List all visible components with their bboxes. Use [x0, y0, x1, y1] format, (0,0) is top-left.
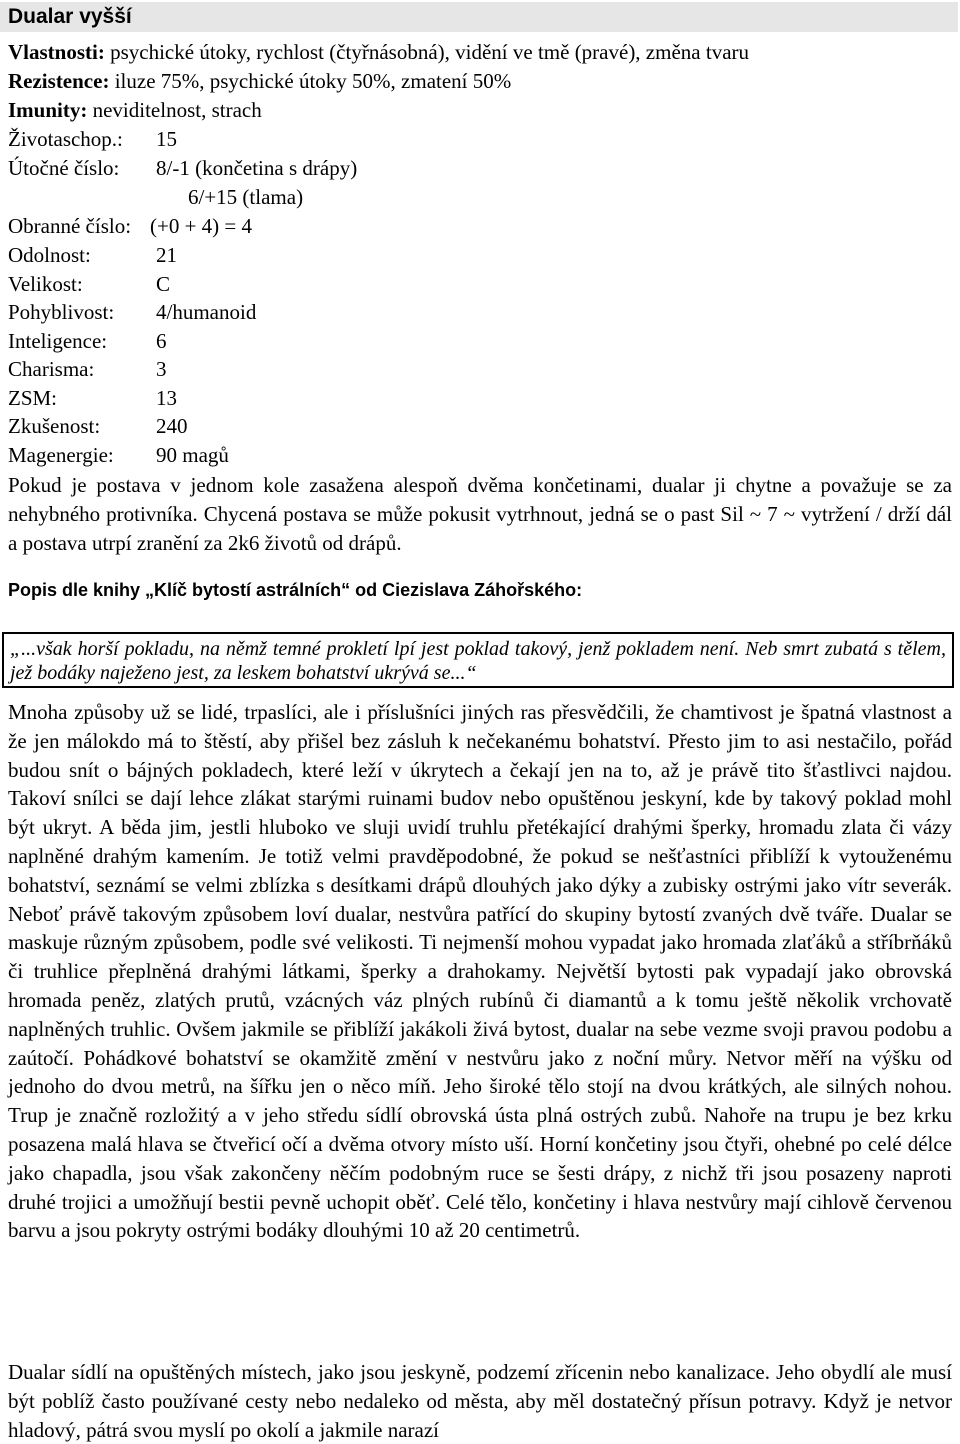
- velikost-value: C: [156, 272, 171, 296]
- obranne-cislo-label: Obranné číslo:: [8, 214, 132, 238]
- book-heading: Popis dle knihy „Klíč bytostí astrálních“ od Ciezislava Záhořského:: [8, 580, 583, 600]
- zkusenost-label: Zkušenost:: [8, 414, 101, 438]
- rezistence-row: [8, 69, 511, 94]
- rezistence-value: iluze 75%, psychické útoky 50%, zmatení 50%: [114, 69, 512, 93]
- rules-paragraph: Pokud je postava v jednom kole zasažena alespoň dvěma končetinami, dualar ji chytne a považuje se za nehybného protivníka. Chycená postava se může pokusit vytrhnout, jedná se o past Sil ~ 7 ~ vytržení / drží dál a postava utrpí zranění za 2k6 životů od drápů.: [8, 473, 952, 555]
- charisma-label: Charisma:: [8, 357, 95, 381]
- odolnost-value: 21: [156, 243, 177, 267]
- description-paragraph-2: Dualar sídlí na opuštěných místech, jako jsou jeskyně, podzemí zřícenin nebo kanalizace. Jeho obydlí ale musí být poblíž často používané cesty nebo nedaleko od města, aby měl dostatečný přísun potravy. Když je netvor hladový, pátrá svou myslí po okolí a jakmile narazí: [8, 1360, 952, 1442]
- odolnost-label: Odolnost:: [8, 243, 91, 267]
- pohyblivost-value: 4/humanoid: [156, 300, 257, 324]
- utocne-cislo-value-2: 6/+15 (tlama): [188, 185, 304, 209]
- magenergie-value: 90 magů: [156, 443, 229, 467]
- inteligence-label: Inteligence:: [8, 329, 108, 353]
- inteligence-value: 6: [156, 329, 167, 353]
- utocne-cislo-value-1: 8/-1 (končetina s drápy): [156, 156, 358, 180]
- utocne-cislo-label: Útočné číslo:: [8, 156, 120, 180]
- magenergie-label: Magenergie:: [8, 443, 114, 467]
- imunity-row: [8, 98, 262, 123]
- zsm-label: ZSM:: [8, 386, 58, 410]
- zkusenost-value: 240: [156, 414, 188, 438]
- vlastnosti-row: [8, 40, 749, 65]
- velikost-label: Velikost:: [8, 272, 83, 296]
- vlastnosti-value: psychické útoky, rychlost (čtyřnásobná), vidění ve tmě (pravé), změna tvaru: [110, 40, 750, 64]
- vlastnosti-label: Vlastnosti:: [8, 40, 105, 64]
- zivotaschop-label: Životaschop.:: [8, 127, 123, 151]
- rezistence-label: Rezistence:: [8, 69, 110, 93]
- quote-box: „...však horší pokladu, na němž temné prokletí lpí jest poklad takový, jenž pokladem není. Neb smrt zubatá s tělem, jež bodáky naježeno jest, za leskem bohatství ukrývá se...“: [2, 632, 954, 688]
- description-paragraph: Mnoha způsoby už se lidé, trpaslíci, ale i příslušníci jiných ras přesvědčili, že chamtivost je špatná vlastnost a že jen málokdo má to štěstí, aby přišel bez zásluh k nečekanému bohatství. Přesto jim to asi nestačilo, pořád budou snít o bájných pokladech, které leží v úkrytech a čekají jen na to, až je právě tito šťastlivci najdou. Takoví snílci se dají lehce zlákat starými ruinami budov nebo opuštěnou jeskyní, kde by takový poklad mohl být ukryt. A běda jim, jestli hluboko ve sluji uvidí truhlu přetékající drahými šperky, hromadu zlata či vázy naplněné drahým kamením. Je totiž velmi pravděpodobné, že pokud se nešťastníci přiblíží k vytouženému bohatství, seznámí se velmi zblízka s desítkami drápů dlouhých jako dýky a zubisky ostrými jako vítr severák. Neboť právě takovým způsobem loví dualar, nestvůra patřící do skupiny bytostí zvaných dvě tváře. Dualar se maskuje různým způsobem, podle své velikosti. Ti nejmenší mohou vypadat jako hromada zlaťáků a stříbrňáků či truhlice přeplněná drahými látkami, šperky a drahokamy. Největší bytosti pak vypadají jako obrovská hromada peněz, zlatých prutů, vzácných váz plných rubínů či diamantů a k tomu ještě několik vrchovatě naplněných truhlic. Ovšem jakmile se přiblíží jakákoli živá bytost, dualar na sebe vezme svoji pravou podobu a zaútočí. Pohádkové bohatství se okamžitě změní v nestvůru jako z noční můry. Netvor měří na výšku od jednoho do dvou metrů, na šířku jen o něco míň. Jeho široké tělo stojí na dvou krátkých, ale silných nohou. Trup je značně rozložitý a v jeho středu sídlí obrovská ústa plná ostrých zubů. Nahoře na trupu je bez krku posazena malá hlava se čtveřicí očí a dvěma otvory místo uší. Horní končetiny jsou čtyři, ohebné po celé délce jako chapadla, jsou však zakončeny něčím podobným ruce se šesti drápy, z nichž tři jsou posazeny naproti druhé trojici a umožňují bestii pevně uchopit oběť. Celé tělo, končetiny i hlava nestvůry mají cihlově červenou barvu a jsou pokryty ostrými bodáky dlouhými 10 až 20 centimetrů.: [8, 700, 952, 1243]
- zivotaschop-value: 15: [156, 127, 177, 151]
- zsm-value: 13: [156, 386, 177, 410]
- imunity-value: neviditelnost, strach: [92, 98, 262, 122]
- charisma-value: 3: [156, 357, 167, 381]
- pohyblivost-label: Pohyblivost:: [8, 300, 115, 324]
- imunity-label: Imunity:: [8, 98, 88, 122]
- obranne-cislo-value: (+0 + 4) = 4: [150, 214, 253, 238]
- page-title: Dualar vyšší: [0, 2, 958, 32]
